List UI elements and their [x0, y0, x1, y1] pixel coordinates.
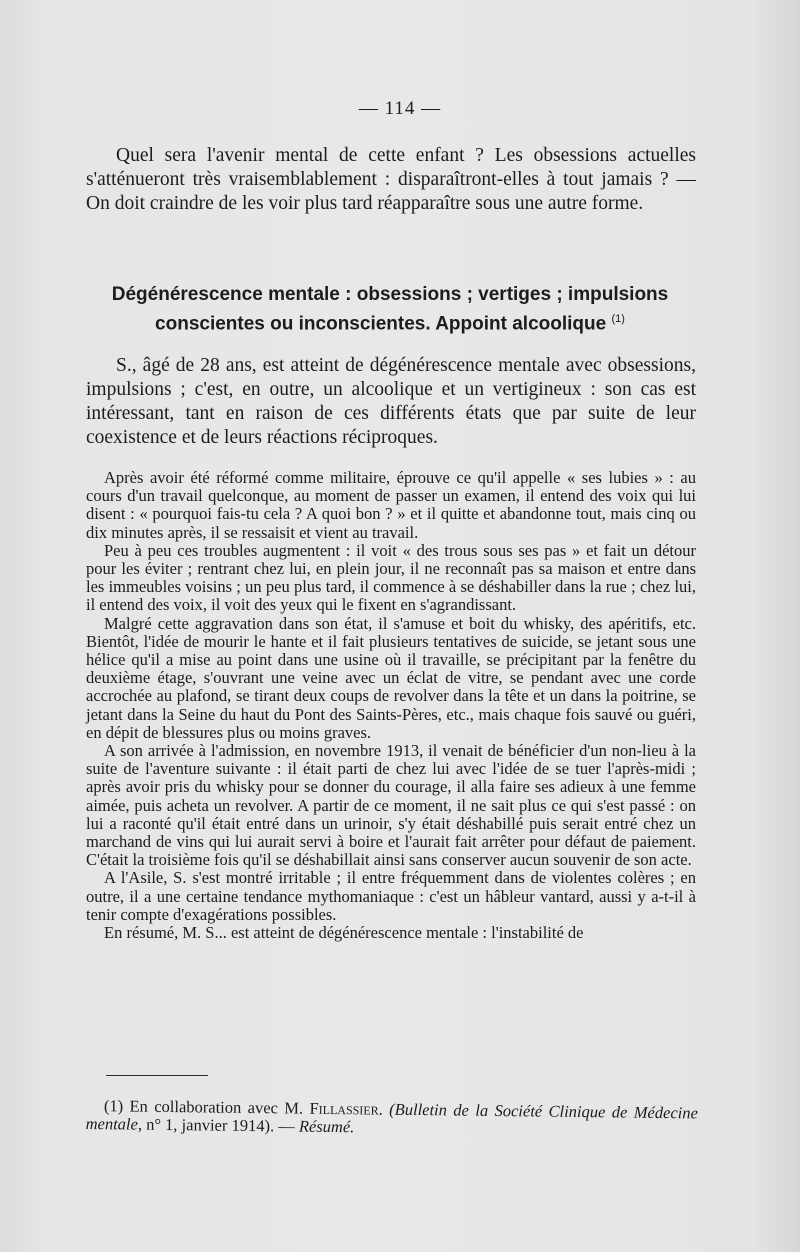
footnote-author: Fillassier.	[309, 1098, 383, 1119]
footnote-text	[86, 1097, 698, 1140]
intro-paragraph: Quel sera l'avenir mental de cette enfant ? Les obsessions actuelles s'atténueront très vraisemblablement : disparaîtront-elles à tout jamais ? — On doit craindre de les voir plus tard réapparaître sous une autre forme.	[86, 145, 696, 214]
case-paragraph: Malgré cette aggravation dans son état, il s'amuse et boit du whisky, des apéritifs, etc. Bientôt, l'idée de mourir le hante et il fait plusieurs tentatives de suicide, se jetant sous une hélice qu'il a mise au point dans une usine où il travaille, se précipitant par la fenêtre du deuxième étage, s'ouvrant une veine avec un éclat de vitre, se pendant avec une corde accrochée au plafond, se tirant deux coups de revolver dans la tête et un dans la poitrine, se jetant dans la Seine du haut du Pont des Saints-Pères, etc., mais chaque fois sauvé ou guéri, en dépit de blessures plus ou moins graves.	[86, 613, 696, 742]
case-paragraph: Après avoir été réformé comme militaire, éprouve ce qu'il appelle « ses lubies » : au cours d'un travail quelconque, au moment de passer un examen, il entend des voix qui lui disent : « pourquoi fais-tu cela ? A quoi bon ? » et il quitte et abandonne tout, mais cinq ou dix minutes après, il se ressaisit et vient au travail.	[86, 468, 696, 542]
section-heading-title: Dégénérescence mentale : obsessions ; vertiges ; impulsions conscientes ou inconscientes. Appoint alcoolique	[111, 284, 669, 335]
footnote-issue: n° 1, janvier 1914). —	[146, 1114, 295, 1136]
case-paragraph: A son arrivée à l'admission, en novembre 1913, il venait de bénéficier d'un non-lieu à la suite de l'aventure suivante : il était parti de chez lui avec l'idée de se tuer l'après-midi ; après avoir pris du whisky pour se donner du courage, il alla faire ses adieux à une femme aimée, puis acheta un revolver. A partir de ce moment, il ne sait plus ce qui s'est passé : on lui a raconté qu'il était entré dans un urinoir, s'y était déshabillé puis serait entré chez un marchand de vins qui lui aurait servi à boire et l'aurait fait arrêter pour défaut de paiement. C'était la troisième fois qu'il se déshabillait ainsi sans conserver aucun souvenir de son acte.	[86, 741, 696, 870]
footnote-journal: (Bulletin de la Société Clinique de Médecine mentale,	[85, 1099, 698, 1134]
case-report	[86, 469, 696, 942]
page-number: — 114 —	[358, 98, 442, 119]
footnote-divider	[106, 1075, 208, 1076]
footnote	[86, 1097, 698, 1140]
footnote-suffix: Résumé.	[298, 1116, 355, 1137]
case-paragraph: En résumé, M. S... est atteint de dégénérescence mentale : l'instabilité de	[104, 923, 584, 943]
footnote-intro: En collaboration avec M.	[129, 1096, 304, 1118]
section-heading	[80, 282, 700, 336]
intro-paragraph-block	[86, 144, 696, 216]
summary-paragraph: S., âgé de 28 ans, est atteint de dégénérescence mentale avec obsessions, impulsions ; c'est, en outre, un alcoolique et un vertigineux : son cas est intéressant, tant en raison de ces différents états que par suite de leur coexistence et de leurs réactions réciproques.	[86, 355, 696, 448]
heading-footnote-marker: (1)	[611, 313, 625, 325]
footnote-marker: (1)	[103, 1096, 124, 1116]
summary-block	[86, 354, 696, 450]
case-paragraph: Peu à peu ces troubles augmentent : il voit « des trous sous ses pas » et fait un détour pour les éviter ; rentrant chez lui, en plein jour, il ne reconnaît pas sa maison et entre dans les immeubles voisins ; un peu plus tard, il commence à se déshabiller dans la rue ; chez lui, il entend des voix, il voit des yeux qui le fixent en s'agrandissant.	[86, 540, 696, 615]
case-paragraph: A l'Asile, S. s'est montré irritable ; il entre fréquemment dans de violentes colères ; en outre, il a une certaine tendance mythomaniaque : c'est un hâbleur vantard, aussi y a-t-il à tenir compte d'exagérations possibles.	[86, 868, 696, 924]
